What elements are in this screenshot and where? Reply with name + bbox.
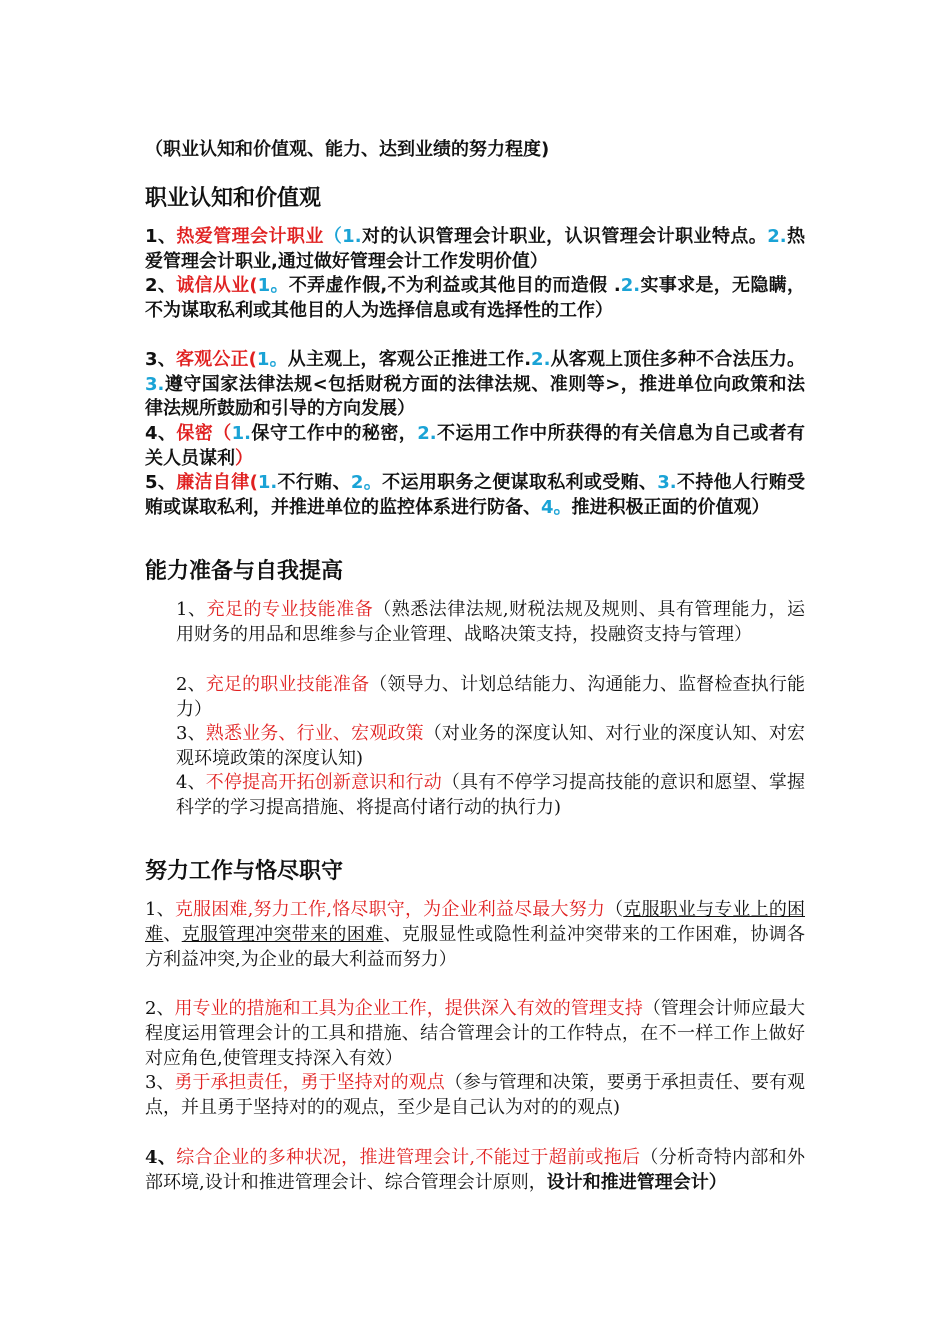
text-segment: 遵守国家法律法规<包括财税方面的法律法规、准则等>，推进单位向政策和法律法规所鼓励和引导的方向发展）	[145, 373, 805, 419]
item-number: 3、	[145, 1072, 175, 1093]
item-title: 廉洁自律	[176, 472, 250, 493]
section-heading-ability: 能力准备与自我提高	[145, 559, 344, 584]
text-segment: 1。	[257, 275, 289, 296]
text-segment: （	[605, 899, 624, 920]
item-title: 熟悉业务、行业、宏观政策	[205, 723, 424, 744]
text-segment: （领导力、计划总结能力、沟通能力、监督检查执行能力）	[176, 674, 805, 720]
ability-item-4	[176, 770, 805, 820]
item-number: 1、	[145, 899, 175, 920]
values-item-5	[145, 471, 805, 520]
text-segment: 不弄虚作假,不为利益或其他目的而造假 .	[288, 275, 621, 296]
text-segment: 不持他人行贿受贿或谋取私利，并推进单位的监控体系进行防备、	[145, 472, 806, 518]
item-title: 不停提高开拓创新意识和行动	[205, 772, 442, 793]
text-segment: 热爱管理会计职业,通过做好管理会计工作发明价值）	[145, 226, 806, 272]
text-segment: 2.	[531, 349, 551, 370]
item-number: 4、	[145, 423, 177, 444]
item-title: 用专业的措施和工具为企业工作，提供深入有效的管理支持	[174, 998, 643, 1019]
text-segment: 不运用职务之便谋取私利或受贿、	[382, 472, 658, 493]
item-title: 诚信从业	[176, 275, 250, 296]
text-segment: （管理会计师应最大程度运用管理会计的工具和措施、结合管理会计的工作特点，在不一样工作上做好对应角色,使管理支持深入有效）	[145, 998, 806, 1069]
item-number: 5、	[145, 472, 177, 493]
item-number: 1、	[145, 226, 177, 247]
ability-item-1	[176, 597, 805, 647]
diligence-item-3	[145, 1070, 805, 1120]
item-title: 保密	[176, 423, 214, 444]
text-segment: 1。	[256, 349, 288, 370]
text-segment: 设计和推进管理会计）	[546, 1172, 727, 1193]
text-segment: 2.	[620, 275, 641, 296]
text-segment: 、克服显性或隐性利益冲突带来的工作困难，协调各方利益冲突,为企业的最大利益而努力）	[145, 924, 806, 970]
text-segment: （参与管理和决策，要勇于承担责任、要有观点，并且勇于坚持对的的观点，至少是自己认为对的的观点)	[145, 1072, 806, 1118]
text-segment: （熟悉法律法规,财税法规及规则、具有管理能力，运用财务的用品和思维参与企业管理、战略决策支持，投融资支持与管理）	[176, 599, 805, 645]
section-heading-diligence: 努力工作与恪尽职守	[145, 859, 344, 884]
text-segment: 从客观上顶住多种不合法压力。	[550, 349, 806, 370]
text-segment: 2.	[767, 226, 787, 247]
text-segment: （对业务的深度认知、对行业的深度认知、对宏观环境政策的深度认知)	[176, 723, 806, 769]
text-segment: 从主观上，客观公正推进工作.	[287, 349, 532, 370]
text-segment: 克服职业与专业上的困难	[145, 899, 806, 945]
text-segment: 实事求是，无隐瞒，不为谋取私利或其他目的人为选择信息或有选择性的工作）	[145, 275, 805, 321]
item-number: 4、	[145, 1147, 177, 1168]
text-segment: 保守工作中的秘密，	[251, 423, 418, 444]
item-body	[145, 423, 805, 469]
diligence-item-2	[145, 996, 805, 1071]
item-title: 充足的职业技能准备	[205, 674, 370, 695]
item-title: 综合企业的多种状况，推进管理会计,不能过于超前或拖后	[176, 1147, 641, 1168]
text-segment: 2.	[417, 423, 437, 444]
text-segment: （分析奇特内部和外部环境,设计和推进管理会计、综合管理会计原则，	[145, 1147, 805, 1193]
item-title: 克服困难,努力工作,恪尽职守，为企业利益尽最大努力	[174, 899, 606, 920]
item-title: 热爱管理会计职业	[176, 226, 324, 247]
text-segment: 1.	[342, 226, 362, 247]
text-segment: 不运用工作中所获得的有关信息为自己或者有关人员谋利	[145, 423, 806, 469]
item-number: 2、	[176, 674, 206, 695]
values-item-3	[145, 348, 805, 422]
item-number: 2、	[145, 998, 175, 1019]
item-number: 3、	[176, 723, 206, 744]
text-segment: 2。	[350, 472, 383, 493]
text-segment: (	[249, 275, 258, 296]
text-segment: 克服管理冲突带来的困难	[181, 924, 384, 945]
document-subtitle: （职业认知和价值观、能力、达到业绩的努力程度)	[145, 139, 550, 160]
diligence-item-1	[145, 897, 805, 972]
text-segment: 4。	[541, 496, 572, 518]
item-number: 4、	[176, 772, 206, 793]
text-segment: (	[248, 349, 257, 370]
text-segment: (	[249, 472, 258, 493]
values-item-1	[145, 225, 805, 274]
text-segment: 对的认识管理会计职业，认识管理会计职业特点。	[361, 226, 768, 247]
values-item-2	[145, 274, 805, 323]
ability-item-3	[176, 721, 805, 771]
text-segment: 不行贿、	[277, 472, 351, 493]
item-number: 3、	[145, 349, 176, 370]
section-heading-values: 职业认知和价值观	[145, 186, 322, 211]
item-title: 客观公正	[175, 349, 249, 370]
text-segment: 3.	[145, 373, 165, 395]
item-title: 充足的专业技能准备	[206, 599, 374, 620]
text-segment: （具有不停学习提高技能的意识和愿望、掌握科学的学习提高措施、将提高付诸行动的执行力)	[176, 772, 806, 818]
text-segment: 、	[163, 924, 182, 945]
text-segment: 1.	[257, 472, 278, 493]
item-title: 勇于承担责任，勇于坚持对的观点	[174, 1072, 445, 1093]
text-segment: 3.	[657, 472, 677, 493]
item-number: 2、	[145, 275, 177, 296]
diligence-item-4	[145, 1145, 805, 1195]
text-segment: （	[323, 226, 343, 247]
values-item-4	[145, 422, 805, 471]
item-number: 1、	[176, 599, 207, 620]
text-segment: （	[213, 423, 232, 444]
text-segment: 1.	[231, 423, 252, 444]
text-segment: 推进积极正面的价值观）	[571, 496, 770, 518]
text-segment: ）	[235, 447, 253, 469]
ability-item-2	[176, 672, 805, 722]
